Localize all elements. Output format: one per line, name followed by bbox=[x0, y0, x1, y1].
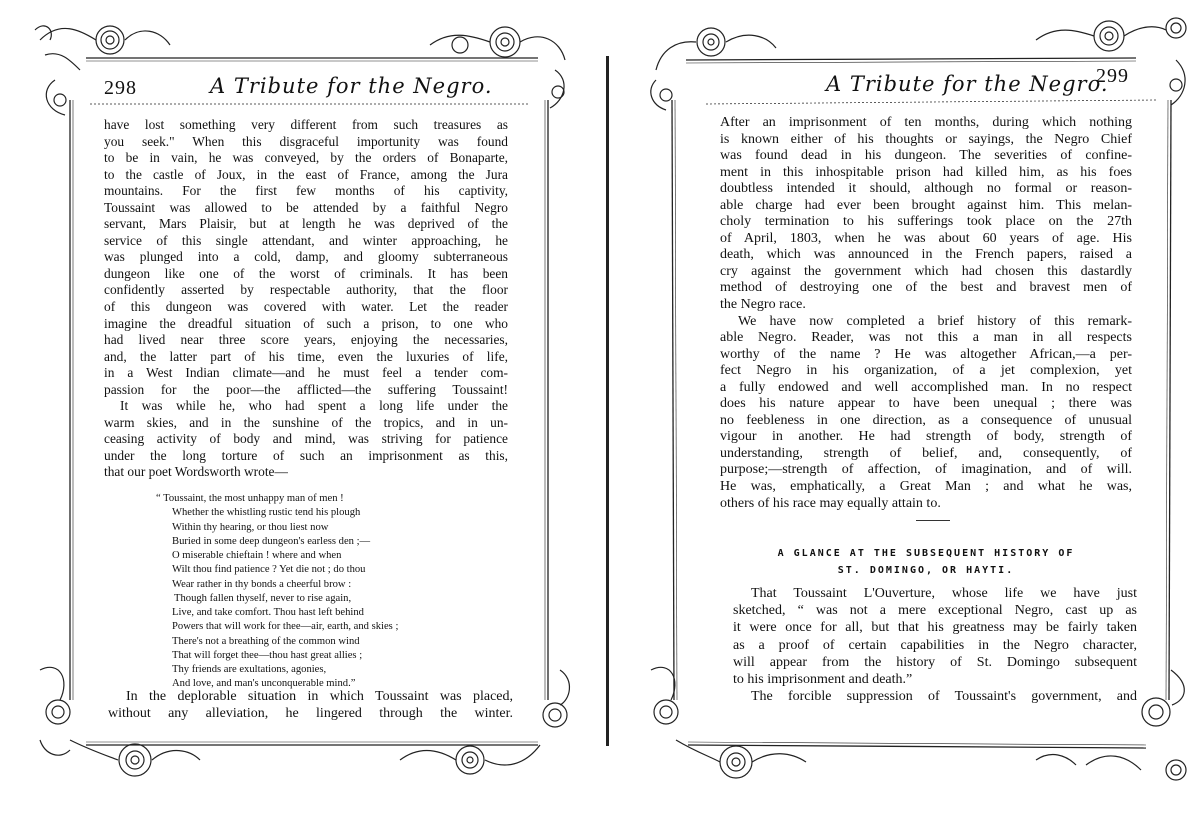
text-line: purpose;—strength of affection, of imagination, and of will. bbox=[720, 462, 1132, 478]
body-text-bottom bbox=[733, 585, 1137, 705]
text-line: In the deplorable situation in which Toussaint was placed, bbox=[126, 689, 513, 704]
text-line: that our poet Wordsworth wrote— bbox=[104, 464, 288, 480]
poem-line: Though fallen thyself, never to rise again, bbox=[174, 592, 352, 604]
text-line: cry against the government which had chosen this dastardly bbox=[720, 263, 1132, 279]
text-line: warm skies, and in the sunshine of the tropics, and in un- bbox=[104, 414, 508, 430]
text-line: had lived near three score years, enjoying the necessaries, bbox=[104, 332, 508, 348]
text-line: without any alleviation, he lingered through the winter. bbox=[108, 706, 513, 721]
page-number: 299 bbox=[1096, 65, 1129, 87]
text-line: worthy of the name ? He was altogether African,—a per- bbox=[720, 346, 1132, 362]
text-line: to the castle of Joux, in the east of France, among the Jura bbox=[104, 166, 508, 182]
poem-line: O miserable chieftain ! where and when bbox=[172, 550, 342, 561]
text-line: It was while he, who had spent a long life under the bbox=[120, 398, 508, 414]
poem-line: Thy friends are exultations, agonies, bbox=[172, 664, 327, 675]
poem-line: Within thy hearing, or thou liest now bbox=[172, 521, 329, 533]
text-line: dungeon like one of the worst of criminals. It has been bbox=[104, 265, 508, 281]
text-line: After an imprisonment of ten months, during which nothing bbox=[720, 115, 1132, 130]
poem-line: “ Toussaint, the most unhappy man of men ! bbox=[156, 493, 344, 504]
text-line: doubtless intended it should, although no formal or reason- bbox=[720, 181, 1132, 197]
poem-line: That will forget thee—thou hast great allies ; bbox=[172, 649, 363, 661]
text-line: as a proof of certain capabilities in the Negro character, bbox=[733, 637, 1137, 653]
poem-line: Live, and take comfort. Thou hast left behind bbox=[172, 607, 364, 618]
text-line: and, the latter part of his time, even the luxuries of life, bbox=[104, 348, 508, 364]
text-line: will appear from the history of St. Domingo subsequent bbox=[733, 654, 1137, 670]
text-line: death, which was announced in the French papers, raised a bbox=[720, 247, 1132, 263]
text-line: vigour in another. He had strength of body, strength of bbox=[720, 429, 1132, 445]
text-line: ceasing activity of body and mind, was striving for patience bbox=[104, 431, 508, 447]
right-page bbox=[616, 0, 1200, 816]
text-line: servant, Mars Plaisir, but at length he was deprived of the bbox=[104, 216, 508, 232]
running-title: A Tribute for the Negro. bbox=[826, 72, 1109, 96]
section-divider bbox=[916, 520, 950, 521]
poem-line: Wear rather in thy bonds a cheerful brow : bbox=[172, 578, 352, 590]
text-line: the Negro race. bbox=[720, 297, 806, 313]
corner-ornament-top-left bbox=[651, 28, 776, 110]
text-line: does his nature appear to have been unequal ; there was bbox=[720, 396, 1132, 412]
poem-line: Powers that will work for thee—air, earth, and skies ; bbox=[172, 621, 399, 633]
text-line: under the long torture of such an imprisonment as this, bbox=[104, 447, 508, 463]
poem-line: There's not a breathing of the common wind bbox=[172, 635, 360, 647]
text-line: is known either of his thoughts or sayings, the Negro Chief bbox=[720, 131, 1132, 147]
text-line: have lost something very different from such treasures as bbox=[104, 117, 508, 132]
text-line: He was, emphatically, a Great Man ; and what he was, bbox=[720, 479, 1132, 495]
poem-line: Wilt thou find patience ? Yet die not ; do thou bbox=[172, 564, 366, 576]
text-line: service of this single attendant, and winter approaching, he bbox=[104, 232, 508, 248]
text-line: of this dungeon was covered with water. Let the reader bbox=[104, 299, 508, 315]
text-line: choly termination to his sufferings took place on the 27th bbox=[720, 214, 1132, 230]
book-gutter bbox=[606, 56, 609, 746]
text-line: confidently asserted by respectable authority, that the floor bbox=[104, 282, 508, 298]
text-line: of April, 1803, when he was about 60 years of age. His bbox=[720, 230, 1132, 246]
poem-line: And love, and man's unconquerable mind.” bbox=[172, 678, 356, 690]
text-line: understanding, strength of belief, and, consequently, of bbox=[720, 445, 1132, 461]
text-line: you seek." When this disgraceful importunity was found bbox=[104, 133, 508, 149]
text-line: to be in vain, he was conveyed, by the orders of Bonaparte, bbox=[104, 150, 508, 166]
text-line: method of destroying one of the best and bravest men of bbox=[720, 280, 1132, 296]
text-line: able Negro. Reader, was not this a man in all respects bbox=[720, 330, 1132, 346]
body-text-top bbox=[720, 115, 1132, 512]
page-number: 298 bbox=[104, 77, 137, 99]
text-line: Toussaint was allowed to be attended by a faithful Negro bbox=[104, 199, 508, 215]
corner-ornament-top-left bbox=[35, 26, 170, 115]
section-heading: A GLANCE AT THE SUBSEQUENT HISTORY OF bbox=[777, 548, 1075, 559]
text-line: fect Negro in his organization, of a jet complexion, yet bbox=[720, 363, 1132, 379]
text-line: passion for the poor—the afflicted—the suffering Toussaint! bbox=[104, 381, 508, 397]
poem-line: Whether the whistling rustic tend his plough bbox=[172, 507, 361, 519]
text-line: was found dead in his dungeon. The severities of confine- bbox=[720, 148, 1132, 164]
text-line: mountains. For the first few months of his captivity, bbox=[104, 183, 508, 199]
poem-line: Buried in some deep dungeon's earless den ;— bbox=[172, 535, 371, 547]
text-line: That Toussaint L'Ouverture, whose life we have just bbox=[751, 586, 1137, 601]
text-line: able charge had ever been brought against him. This melan- bbox=[720, 197, 1132, 213]
text-line: was plunged into a cold, damp, and gloomy subterraneous bbox=[104, 249, 508, 265]
text-line: no feebleness in one direction, as a consequence of unusual bbox=[720, 412, 1132, 428]
text-line: ment in this inhospitable prison had killed him, as his foes bbox=[720, 164, 1132, 180]
body-text-top bbox=[104, 117, 508, 481]
running-title: A Tribute for the Negro. bbox=[210, 74, 493, 98]
text-line: to his imprisonment and death.” bbox=[733, 671, 913, 687]
section-heading: ST. DOMINGO, OR HAYTI. bbox=[837, 565, 1015, 576]
text-line: in a West Indian climate—and he must feel a tender com- bbox=[104, 365, 508, 381]
text-line: others of his race may equally attain to. bbox=[720, 495, 941, 511]
text-line: a fully endowed and well accomplished man. In no respect bbox=[720, 379, 1132, 395]
body-text-bottom bbox=[108, 688, 513, 722]
text-line: it were once for all, but that his greatness may be fairly taken bbox=[733, 620, 1137, 636]
text-line: sketched, “ was not a mere exceptional Negro, cast up as bbox=[733, 603, 1137, 619]
text-line: We have now completed a brief history of this remark- bbox=[738, 313, 1132, 329]
poem-block bbox=[156, 492, 496, 692]
text-line: The forcible suppression of Toussaint's government, and bbox=[751, 689, 1137, 705]
text-line: imagine the dreadful situation of such a prison, to one who bbox=[104, 315, 508, 331]
